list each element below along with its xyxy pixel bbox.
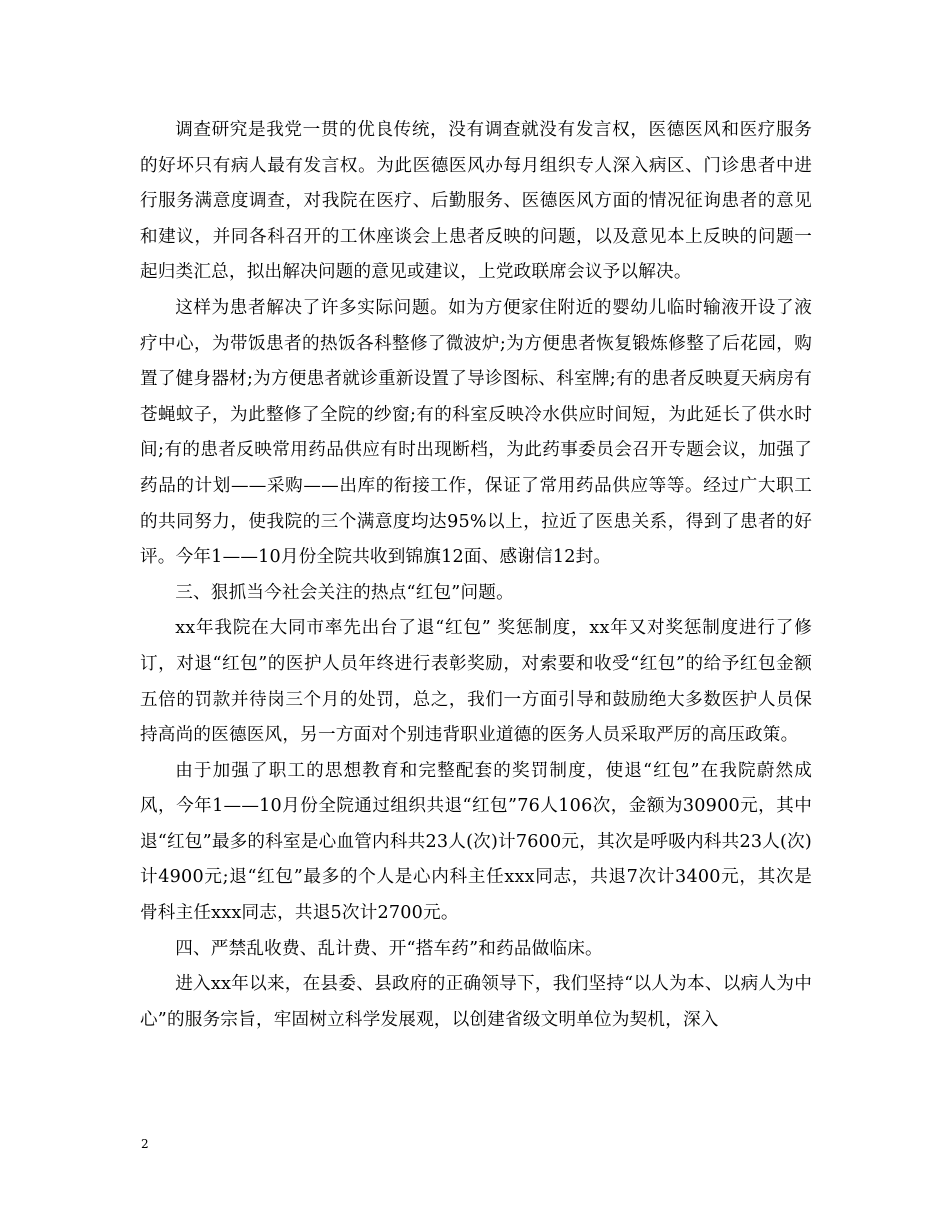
section-heading-red-envelope: 三、狠抓当今社会关注的热点“红包”问题。 (175, 582, 514, 603)
paragraph-patient-problems-solved: 这样为患者解决了许多实际问题。如为方便家住附近的婴幼儿临时输液开设了液疗中心，为带饭患者的热饭各科整修了微波炉;为方便患者恢复锻炼修整了后花园，购置了健身器材;为方便患者就诊重新设置了导诊图标、科室牌;有的患者反映夏天病房有苍蝇蚊子，为此整修了全院的纱窗;有的科室反映冷水供应时间短，为此延长了供水时间;有的患者反映常用药品供应有时出现断档，为此药事委员会召开专题会议，加强了药品的计划——采购——出库的衔接工作，保证了常用药品供应等等。经过广大职工的共同努力，使我院的三个满意度均达95%以上，拉近了医患关系，得到了患者的好评。今年1——10月份全院共收到锦旗12面、感谢信12封。 (140, 297, 812, 568)
paragraph-red-envelope-policy: xx年我院在大同市率先出台了退“红包” 奖惩制度，xx年又对奖惩制度进行了修订，对退“红包”的医护人员年终进行表彰奖励，对索要和收受“红包”的给予红包金额五倍的罚款并待岗三个月的处罚，总之，我们一方面引导和鼓励绝大多数医护人员保持高尚的医德医风，另一方面对个别违背职业道德的医务人员采取严厉的高压政策。 (140, 618, 812, 746)
page-number: 2 (141, 1137, 149, 1151)
document-body (140, 113, 812, 1038)
section-heading-fee-control: 四、严禁乱收费、乱计费、开“搭车药”和药品做临床。 (175, 938, 603, 959)
paragraph-red-envelope-results: 由于加强了职工的思想教育和完整配套的奖罚制度，使退“红包”在我院蔚然成风，今年1——10月份全院通过组织共退“红包”76人106次，金额为30900元，其中退“红包”最多的科室是心血管内科共23人(次)计7600元，其次是呼吸内科共23人(次)计4900元;退“红包”最多的个人是心内科主任xxx同志，共退7次计3400元，其次是骨科主任xxx同志，共退5次计2700元。 (140, 760, 812, 924)
paragraph-leadership: 进入xx年以来，在县委、县政府的正确领导下，我们坚持“以人为本、以病人为中心”的服务宗旨，牢固树立科学发展观，以创建省级文明单位为契机，深入 (140, 974, 812, 1030)
paragraph-survey-research: 调查研究是我党一贯的优良传统，没有调查就没有发言权，医德医风和医疗服务的好坏只有病人最有发言权。为此医德医风办每月组织专人深入病区、门诊患者中进行服务满意度调查，对我院在医疗、后勤服务、医德医风方面的情况征询患者的意见和建议，并同各科召开的工休座谈会上患者反映的问题，以及意见本上反映的问题一起归类汇总，拟出解决问题的意见或建议，上党政联席会议予以解决。 (140, 120, 812, 283)
